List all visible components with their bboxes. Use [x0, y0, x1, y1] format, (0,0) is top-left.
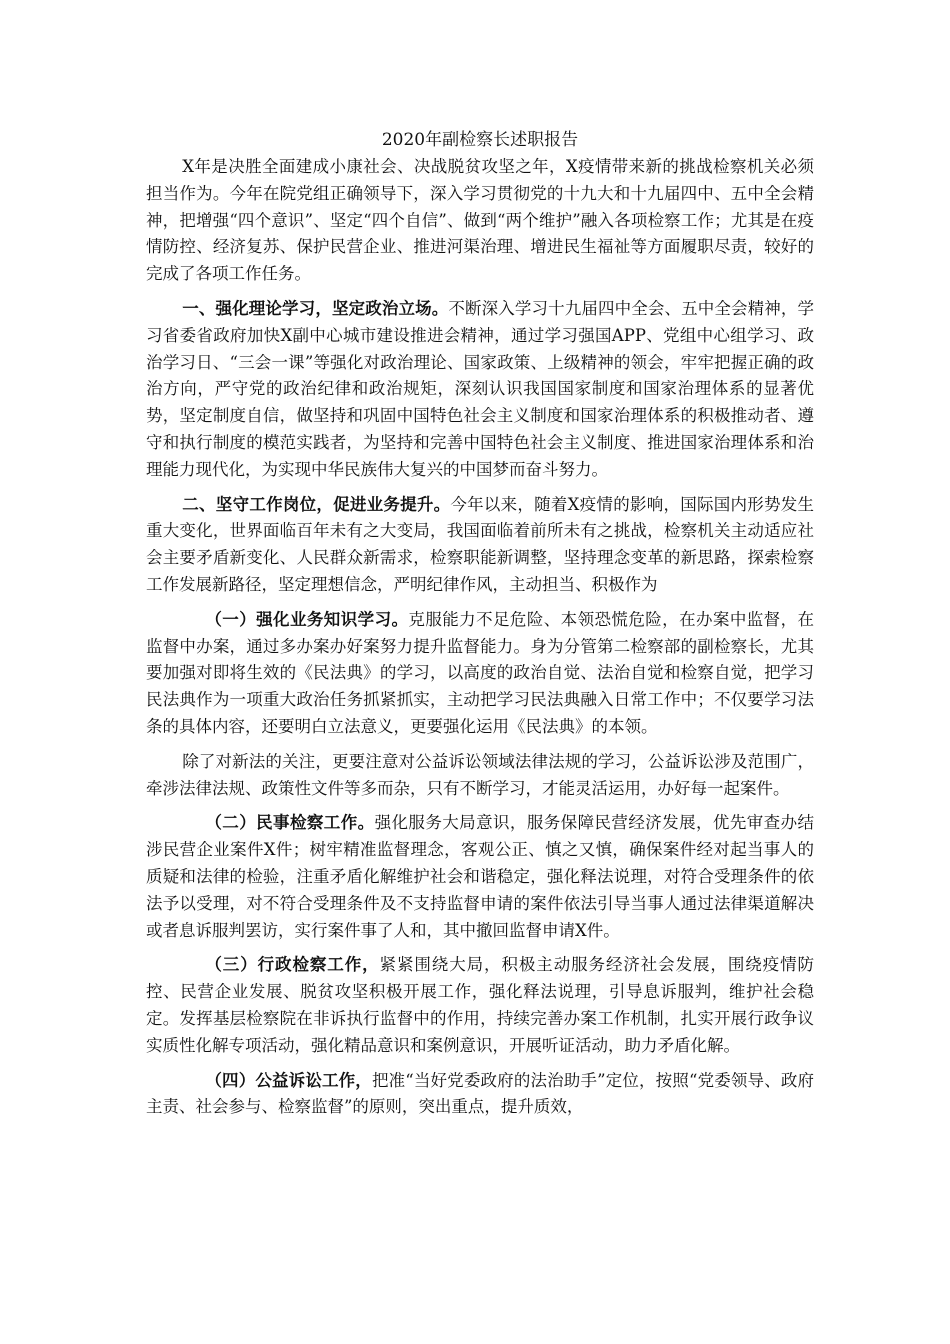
- paragraph-text: X年是决胜全面建成小康社会、决战脱贫攻坚之年，X疫情带来新的挑战检察机关必须担当作为。今年在院党组正确领导下，深入学习贯彻党的十九大和十九届四中、五中全会精神，把增强“四个意识”、坚定“四个自信”、做到“两个维护”融入各项检察工作；尤其是在疫情防控、经济复苏、保护民营企业、推进河渠治理、增进民生福祉等方面履职尽责，较好的完成了各项工作任务。: [146, 157, 814, 284]
- subsection-heading: （三）行政检察工作，: [205, 955, 380, 975]
- subsection-4-paragraph: [146, 1068, 814, 1122]
- section-1-paragraph: [146, 296, 814, 484]
- paragraph-text: 除了对新法的关注，更要注意对公益诉讼领域法律法规的学习，公益诉讼涉及范围广，牵涉法律法规、政策性文件等多而杂，只有不断学习，才能灵活运用，办好每一起案件。: [146, 751, 814, 798]
- subsection-heading: （四）公益诉讼工作，: [205, 1070, 372, 1090]
- subsection-heading: （一）强化业务知识学习。: [205, 609, 409, 629]
- continuation-paragraph: [146, 749, 814, 803]
- paragraph-text: 把准“当好党委政府的法治助手”定位，按照“党委领导、政府主责、社会参与、检察监督”的原则，突出重点，提升质效，: [146, 1070, 815, 1117]
- subsection-heading: （二）民事检察工作。: [205, 813, 375, 833]
- paragraph-text: 紧紧围绕大局，积极主动服务经济社会发展，围绕疫情防控、民营企业发展、脱贫攻坚积极开展工作，强化释法说理，引导息诉服判，维护社会稳定。发挥基层检察院在非诉执行监督中的作用，持续完善办案工作机制，扎实开展行政争议实质性化解专项活动，强化精品意识和案例意识，开展听证活动，助力矛盾化解。: [146, 955, 815, 1055]
- subsection-2-paragraph: [146, 810, 814, 944]
- subsection-3-paragraph: [146, 952, 814, 1059]
- intro-paragraph: [146, 154, 814, 288]
- paragraph-text: 今年以来，随着X疫情的影响，国际国内形势发生重大变化，世界面临百年未有之大变局，我国面临着前所未有之挑战，检察机关主动适应社会主要矛盾新变化、人民群众新需求，检察职能新调整，坚持理念变革的新思路，探索检察工作发展新路径，坚定理想信念，严明纪律作风，主动担当、积极作为: [146, 494, 815, 594]
- section-2-paragraph: [146, 492, 814, 599]
- paragraph-text: 强化服务大局意识，服务保障民营经济发展，优先审查办结涉民营企业案件X件；树牢精准监督理念，客观公正、慎之又慎，确保案件经对起当事人的质疑和法律的检验，注重矛盾化解维护社会和谐稳定，强化释法说理，对符合受理条件的依法予以受理，对不符合受理条件及不支持监督申请的案件依法引导当事人通过法律渠道解决或者息诉服判罢访，实行案件事了人和，其中撤回监督申请X件。: [146, 813, 815, 940]
- document-body: [146, 128, 814, 1129]
- section-heading: 二、坚守工作岗位，促进业务提升。: [182, 494, 451, 514]
- subsection-1-paragraph: [146, 607, 814, 741]
- section-heading: 一、强化理论学习，坚定政治立场。: [182, 298, 449, 318]
- paragraph-text: 不断深入学习十九届四中全会、五中全会精神，学习省委省政府加快X副中心城市建设推进会精神，通过学习强国APP、党组中心组学习、政治学习日、“三会一课”等强化对政治理论、国家政策、上级精神的领会，牢牢把握正确的政治方向，严守党的政治纪律和政治规矩，深刻认识我国国家制度和国家治理体系的显著优势，坚定制度自信，做坚持和巩固中国特色社会主义制度和国家治理体系的积极推动者、遵守和执行制度的模范实践者，为坚持和完善中国特色社会主义制度、推进国家治理体系和治理能力现代化，为实现中华民族伟大复兴的中国梦而奋斗努力。: [146, 298, 815, 479]
- document-title: 2020年副检察长述职报告: [381, 130, 579, 150]
- paragraph-text: 克服能力不足危险、本领恐慌危险，在办案中监督，在监督中办案，通过多办案办好案努力提升监督能力。身为分管第二检察部的副检察长，尤其要加强对即将生效的《民法典》的学习，以高度的政治自觉、法治自觉和检察自觉，把学习民法典作为一项重大政治任务抓紧抓实，主动把学习民法典融入日常工作中；不仅要学习法条的具体内容，还要明白立法意义，更要强化运用《民法典》的本领。: [146, 609, 815, 736]
